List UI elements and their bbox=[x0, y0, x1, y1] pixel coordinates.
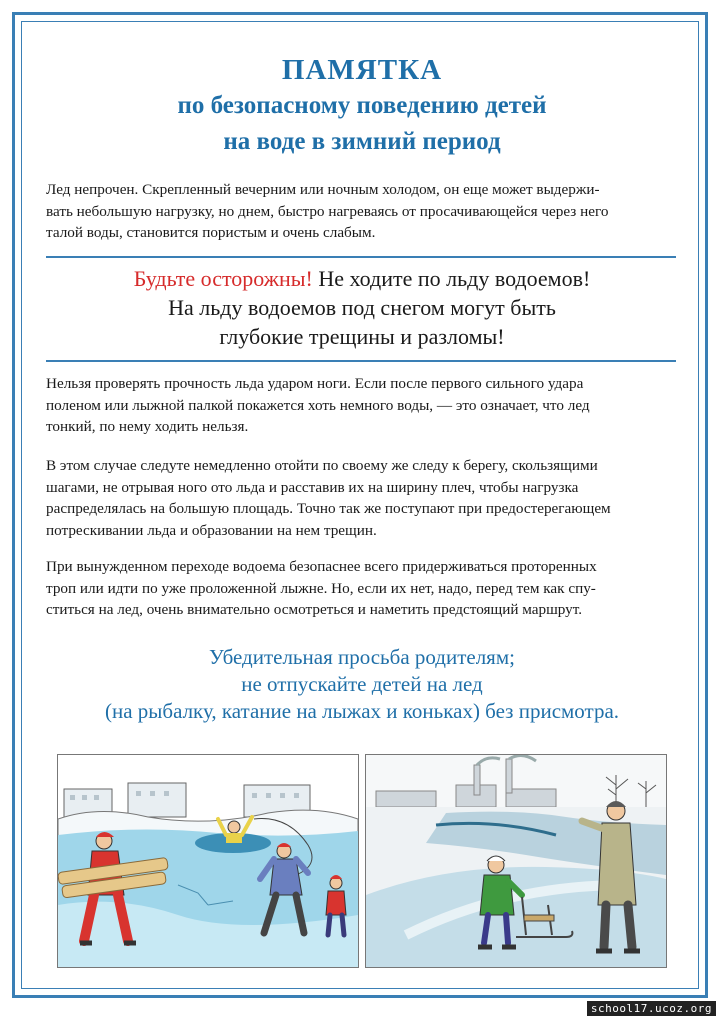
illustration-ice-walk bbox=[365, 754, 667, 968]
divider-bottom bbox=[46, 360, 676, 362]
body-p1-line-1: Нельзя проверять прочность льда ударом ноги. Если после первого сильного удара bbox=[46, 375, 584, 392]
page-title bbox=[0, 52, 724, 160]
parents-appeal bbox=[0, 644, 724, 725]
body-p1-line-2: поленом или лыжной палкой покажется хоть немного воды, — это означает, что лед bbox=[46, 396, 590, 414]
appeal-line-1: Убедительная просьба родителям; bbox=[209, 645, 515, 669]
body-p2-line-2: шагами, не отрывая ного ото льда и расставив их на ширину плеч, чтобы нагрузка bbox=[46, 478, 579, 496]
title-line-2: по безопасному поведению детей bbox=[177, 92, 547, 119]
body-paragraph-1 bbox=[46, 373, 682, 438]
body-p2-line-4: потрескивании льда и образовании на нем трещин. bbox=[46, 521, 377, 539]
intro-line-3: талой воды, становится пористым и очень слабым. bbox=[46, 224, 376, 241]
body-paragraph-2 bbox=[46, 455, 682, 541]
warning-line-1 bbox=[0, 264, 724, 293]
title-line-1: ПАМЯТКА bbox=[281, 54, 443, 86]
body-p3-line-3: ститься на лед, очень внимательно осмотреться и наметить предстоящий маршрут. bbox=[46, 601, 583, 618]
body-paragraph-3 bbox=[46, 556, 682, 621]
warning-line-2: На льду водоемов под снегом могут быть bbox=[168, 295, 556, 320]
warning-highlight: Будьте осторожны! bbox=[133, 266, 313, 291]
body-p2-line-1: В этом случае следуте немедленно отойти по своему же следу к берегу, скользящими bbox=[46, 457, 598, 474]
body-p1-line-3: тонкий, по нему ходить нельзя. bbox=[46, 418, 249, 435]
warning-block bbox=[0, 264, 724, 351]
body-p2-line-3: распределялась на большую площадь. Точно так же поступают при предостерегающем bbox=[46, 500, 611, 517]
intro-line-2: вать небольшую нагрузку, но днем, быстро нагреваясь от просачивающейся через него bbox=[46, 202, 609, 220]
intro-line-1: Лед непрочен. Скрепленный вечерним или ночным холодом, он еще может выдержи- bbox=[46, 181, 600, 198]
appeal-line-2: не отпускайте детей на лед bbox=[241, 672, 483, 696]
appeal-line-3: (на рыбалку, катание на лыжах и коньках) без присмотра. bbox=[104, 699, 620, 723]
warning-line-1-rest: Не ходите по льду водоемов! bbox=[312, 266, 591, 291]
intro-paragraph bbox=[46, 179, 682, 244]
site-watermark: school17.ucoz.org bbox=[587, 1001, 716, 1016]
warning-line-3: глубокие трещины и разломы! bbox=[219, 324, 505, 349]
divider-top bbox=[46, 256, 676, 258]
body-p3-line-1: При вынужденном переходе водоема безопаснее всего придерживаться протоpенных bbox=[46, 558, 597, 575]
body-p3-line-2: троп или идти по уже проложенной лыжне. Но, если их нет, надо, перед тем как спу- bbox=[46, 579, 596, 597]
illustration-ice-rescue bbox=[57, 754, 359, 968]
title-line-3: на воде в зимний период bbox=[223, 128, 501, 155]
